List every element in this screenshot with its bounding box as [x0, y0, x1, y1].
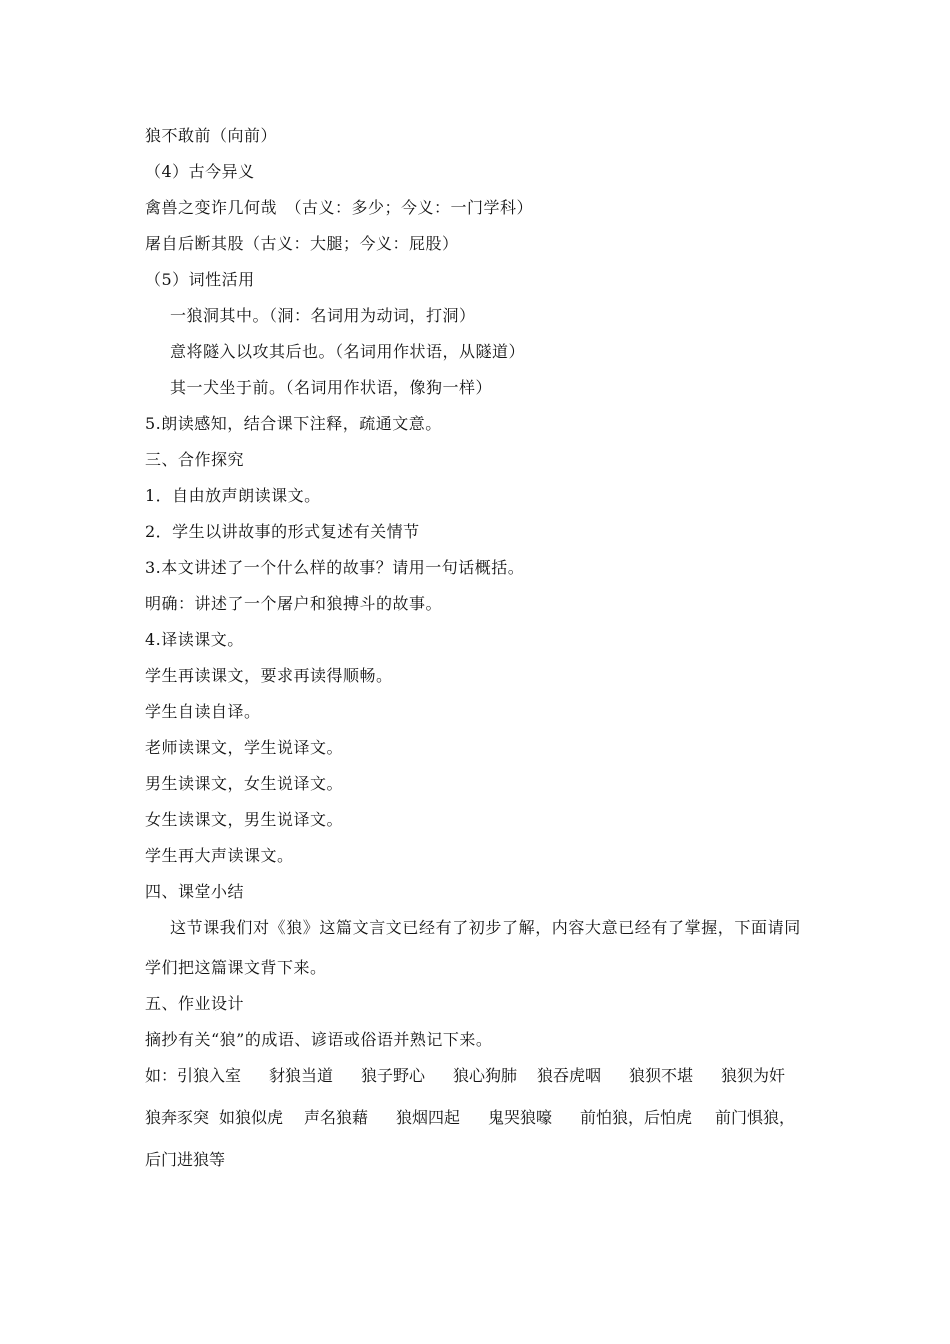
text-line: 3.本文讲述了一个什么样的故事？请用一句话概括。 [145, 558, 525, 577]
idiom: 引狼入室 [177, 1066, 242, 1085]
idiom-row [145, 1150, 225, 1170]
text-line: 学生再大声读课文。 [145, 846, 294, 865]
idiom: 如狼似虎 [219, 1108, 284, 1127]
subheading-ancient-modern-meaning: （4）古今异义 [145, 162, 255, 181]
idiom: 狼狈为奸 [721, 1066, 786, 1085]
idiom: 狼烟四起 [396, 1108, 461, 1127]
idiom-prefix: 如： [145, 1066, 178, 1085]
text-line: 5.朗读感知，结合课下注释，疏通文意。 [145, 414, 442, 433]
text-line: 女生读课文，男生说译文。 [145, 810, 344, 829]
subheading-part-of-speech: （5）词性活用 [145, 270, 255, 289]
text-line: 老师读课文，学生说译文。 [145, 738, 344, 757]
idiom: 声名狼藉 [304, 1108, 369, 1127]
idiom: 狼心狗肺 [453, 1066, 518, 1085]
idiom: 鬼哭狼嚎 [488, 1108, 553, 1127]
idiom: 豺狼当道 [269, 1066, 334, 1085]
text-line: 学生再读课文，要求再读得顺畅。 [145, 666, 393, 685]
text-line: 明确：讲述了一个屠户和狼搏斗的故事。 [145, 594, 443, 613]
idiom-row [145, 1066, 785, 1086]
text-line: 1．自由放声朗读课文。 [145, 486, 321, 505]
paragraph-line: 这节课我们对《狼》这篇文言文已经有了初步了解，内容大意已经有了掌握，下面请同 [170, 918, 801, 937]
idiom: 前门惧狼， [715, 1108, 796, 1127]
text-line: 学生自读自译。 [145, 702, 261, 721]
text-line: 屠自后断其股（古义：大腿；今义：屁股） [145, 234, 459, 253]
text-line: 意将隧入以攻其后也。（名词用作状语，从隧道） [170, 342, 526, 361]
text-line: 狼不敢前（向前） [145, 126, 278, 145]
idiom: 狼子野心 [361, 1066, 426, 1085]
paragraph-line: 学们把这篇课文背下来。 [145, 958, 327, 977]
idiom-row [145, 1108, 795, 1128]
text-line: 其一犬坐于前。（名词用作状语，像狗一样） [170, 378, 493, 397]
section-heading-homework: 五、作业设计 [145, 994, 245, 1013]
idiom: 前怕狼，后怕虎 [580, 1108, 693, 1127]
idiom: 后门进狼等 [145, 1150, 226, 1169]
text-line: 禽兽之变诈几何哉 （古义：多少；今义：一门学科） [145, 198, 534, 217]
text-line: 一狼洞其中。（洞：名词用为动词，打洞） [170, 306, 476, 325]
text-line: 2．学生以讲故事的形式复述有关情节 [145, 522, 420, 541]
idiom: 狼奔豕突 [145, 1108, 210, 1127]
text-line: 男生读课文，女生说译文。 [145, 774, 344, 793]
section-heading-cooperative-inquiry: 三、合作探究 [145, 450, 245, 469]
text-line: 摘抄有关“狼”的成语、谚语或俗语并熟记下来。 [145, 1030, 493, 1049]
section-heading-class-summary: 四、课堂小结 [145, 882, 245, 901]
idiom: 狼狈不堪 [629, 1066, 694, 1085]
idiom: 狼吞虎咽 [537, 1066, 602, 1085]
text-line: 4.译读课文。 [145, 630, 244, 649]
